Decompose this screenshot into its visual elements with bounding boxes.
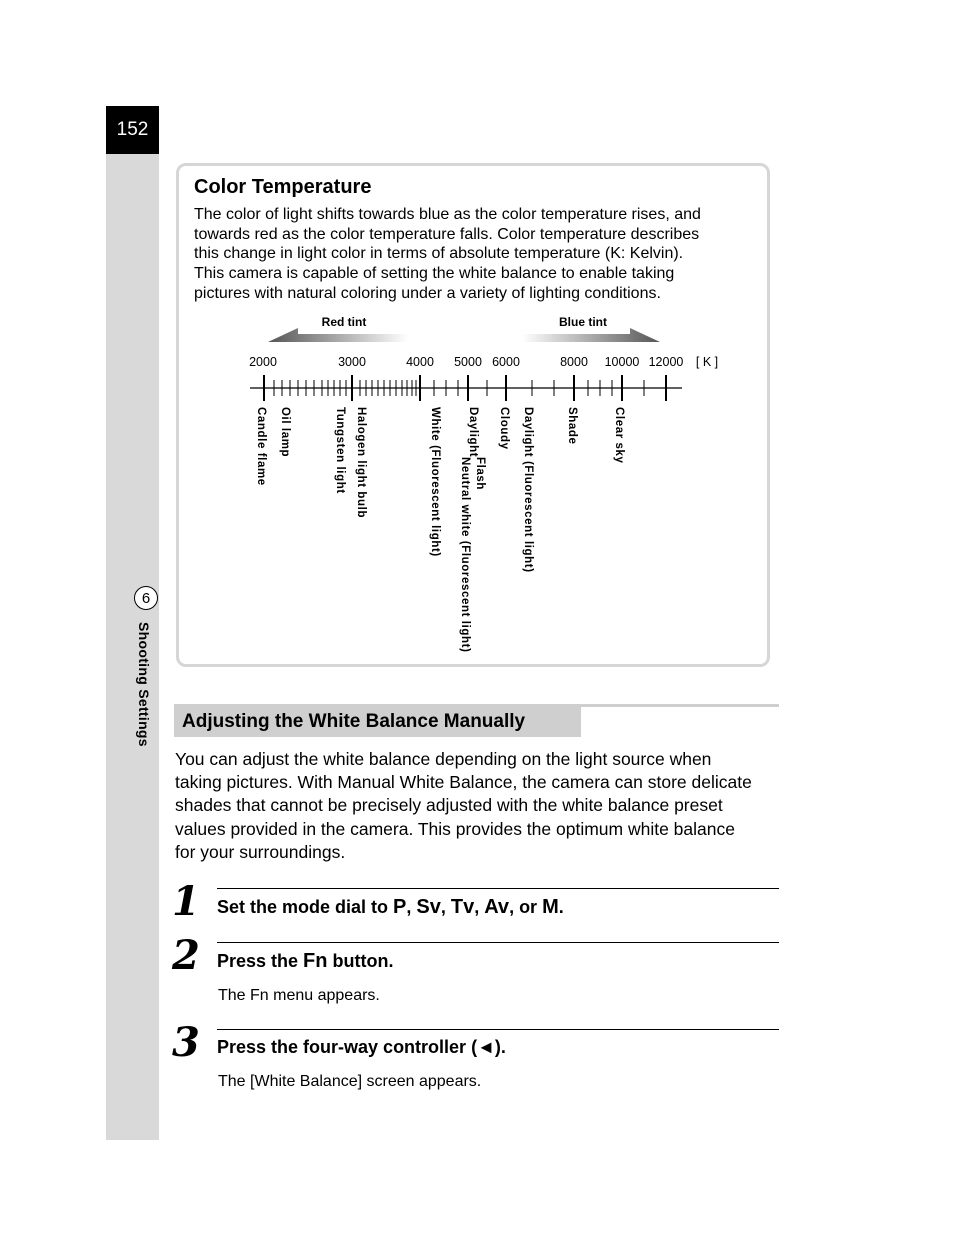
- blue-tint-arrow: [522, 328, 660, 342]
- red-tint-label: Red tint: [321, 315, 367, 329]
- mode-tv: Tv: [450, 896, 475, 918]
- light-source-label: Cloudy: [498, 407, 510, 450]
- intro-line: You can adjust the white balance depending on the light source when: [175, 749, 712, 769]
- mode-m: M: [542, 896, 559, 918]
- fn-button-label: Fn: [303, 950, 328, 972]
- tick-label: 4000: [406, 355, 434, 369]
- tick-label: 2000: [249, 355, 277, 369]
- left-arrow-icon: ◄: [477, 1037, 495, 1057]
- color-temperature-title: Color Temperature: [194, 176, 372, 198]
- step-1-number: 1: [172, 878, 200, 925]
- light-source-label: Daylight: [467, 407, 479, 458]
- light-source-label: Candle flame: [255, 407, 267, 486]
- body-line: This camera is capable of setting the white balance to enable taking: [194, 265, 675, 283]
- light-source-label: Daylight (Fluorescent light): [522, 407, 534, 573]
- step-2-rule: [217, 942, 779, 943]
- step-3-title: Press the four-way controller (◄).: [217, 1037, 506, 1057]
- tick-label: 10000: [604, 355, 640, 369]
- unit-label: [ K ]: [695, 355, 719, 369]
- color-temperature-scale: [176, 300, 756, 665]
- light-source-label: Oil lamp: [279, 407, 291, 458]
- section-intro: [175, 748, 752, 864]
- step-2-note: The Fn menu appears.: [218, 987, 380, 1004]
- step-2-number: 2: [172, 932, 200, 979]
- tick-label: 6000: [492, 355, 520, 369]
- tick-label: 3000: [338, 355, 366, 369]
- body-line: towards red as the color temperature falls. Color temperature describes: [194, 225, 700, 243]
- tick-label: 12000: [648, 355, 684, 369]
- step-1-rule: [217, 888, 779, 889]
- chapter-title: Shooting Settings: [136, 622, 152, 747]
- mode-av: Av: [484, 896, 510, 918]
- light-source-label: Shade: [566, 407, 578, 445]
- mode-sv: Sv: [416, 896, 441, 918]
- section-heading: Adjusting the White Balance Manually: [174, 707, 581, 737]
- intro-line: for your surroundings.: [175, 841, 346, 862]
- step-1-title: Set the mode dial to P, Sv, Tv, Av, or M.: [217, 896, 564, 918]
- color-temperature-text: [194, 205, 762, 304]
- intro-line: taking pictures. With Manual White Balance, the camera can store delicate: [175, 772, 752, 793]
- body-line: The color of light shifts towards blue as the color temperature rises, and: [194, 206, 701, 223]
- step-2-title: Press the Fn button.: [217, 950, 394, 972]
- body-line: pictures with natural coloring under a variety of lighting conditions.: [194, 284, 661, 302]
- blue-tint-label: Blue tint: [559, 315, 607, 329]
- chapter-number-badge: 6: [134, 586, 158, 610]
- tick-label: 5000: [454, 355, 482, 369]
- mode-p: P: [393, 896, 407, 918]
- tick-label: 8000: [560, 355, 588, 369]
- red-tint-arrow: [268, 328, 408, 342]
- light-source-label: White (Fluorescent light): [429, 407, 441, 557]
- light-source-label: Flash: [474, 457, 486, 491]
- intro-line: values provided in the camera. This provides the optimum white balance: [175, 818, 735, 839]
- light-source-label: Clear sky: [613, 407, 625, 464]
- light-source-label: Neutral white (Fluorescent light): [459, 457, 471, 653]
- step-3-number: 3: [172, 1019, 200, 1066]
- light-source-label: Tungsten light: [334, 407, 346, 494]
- step-3-note: The [White Balance] screen appears.: [218, 1073, 482, 1090]
- page-number: 152: [106, 106, 159, 154]
- intro-line: shades that cannot be precisely adjusted with the white balance preset: [175, 795, 723, 816]
- body-line: this change in light color in terms of absolute temperature (K: Kelvin).: [194, 245, 684, 263]
- light-source-label: Halogen light bulb: [355, 407, 367, 519]
- step-3-rule: [217, 1029, 779, 1030]
